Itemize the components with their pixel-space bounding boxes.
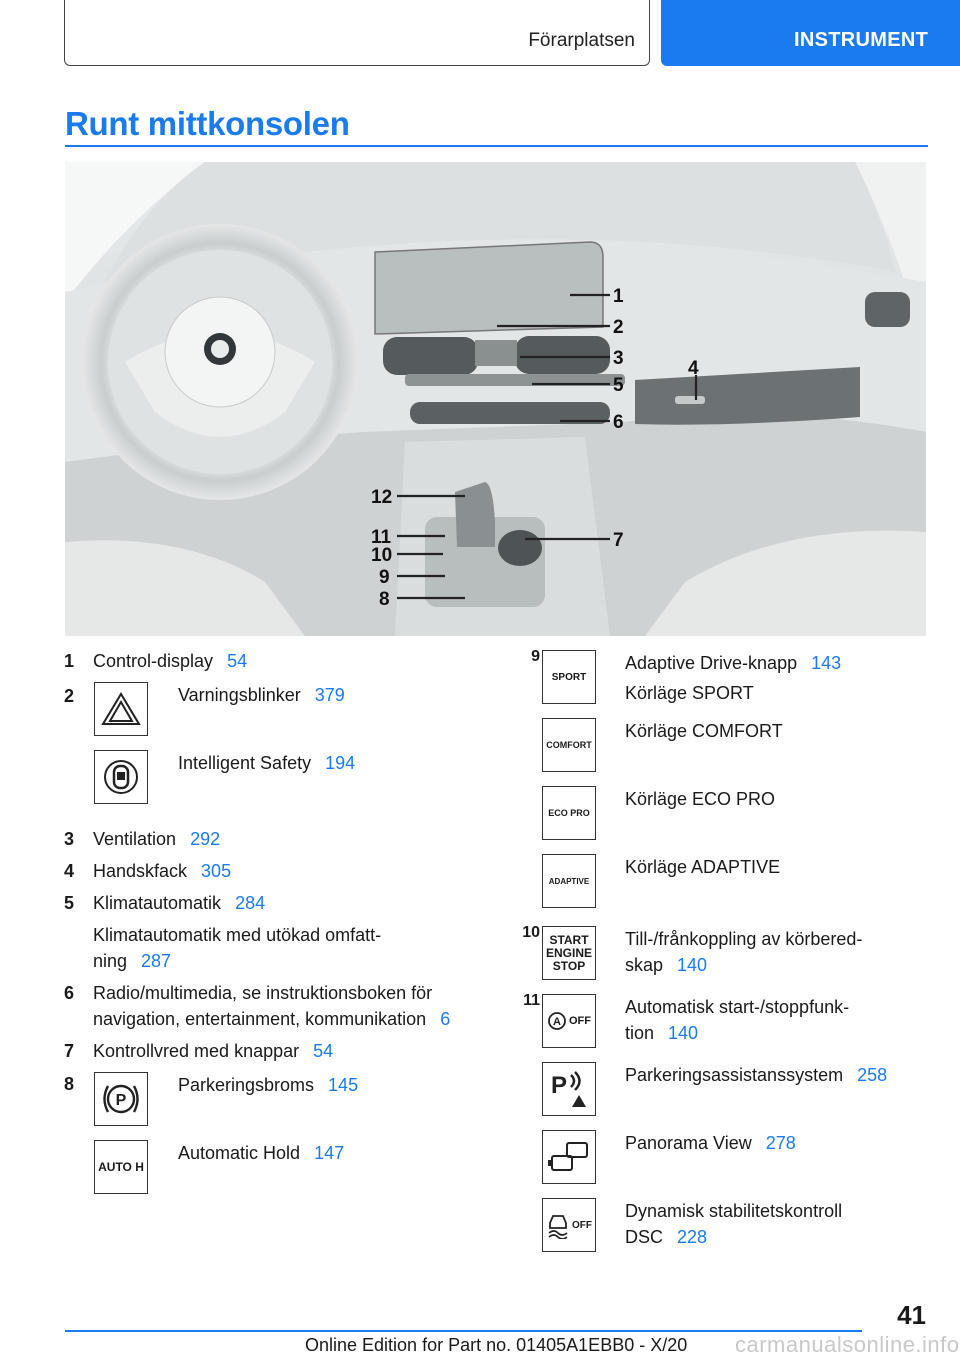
panorama-view-icon bbox=[542, 1130, 596, 1184]
legend-item-6 bbox=[64, 980, 474, 1032]
item-text: Panorama View bbox=[625, 1133, 752, 1153]
item-text: Handskfack bbox=[93, 861, 188, 881]
item-text: Körläge COMFORT bbox=[625, 721, 783, 741]
legend-item-2b bbox=[64, 748, 474, 806]
item-text: Parkeringsbroms bbox=[178, 1075, 315, 1095]
legend-item-10 bbox=[508, 924, 928, 982]
chapter-tab[interactable] bbox=[661, 0, 960, 66]
intelligent-safety-icon bbox=[94, 750, 148, 804]
page-ref-link[interactable]: 143 bbox=[811, 653, 842, 673]
page-ref-link[interactable]: 54 bbox=[313, 1041, 334, 1061]
dashboard-photo bbox=[65, 162, 926, 636]
page-ref-link[interactable]: 145 bbox=[328, 1075, 359, 1095]
stop-icon-label: STOP bbox=[552, 958, 586, 973]
callout-2: 2 bbox=[613, 317, 624, 338]
eco-pro-icon-label: ECO PRO bbox=[548, 808, 590, 818]
page-number: 41 bbox=[897, 1300, 926, 1330]
item-text: Automatisk start-/stoppfunk- bbox=[625, 997, 850, 1017]
item-number: 11 bbox=[523, 992, 540, 1009]
svg-text:P: P bbox=[115, 1092, 127, 1109]
item-text: skap bbox=[625, 955, 664, 975]
item-number: 6 bbox=[64, 983, 75, 1003]
page-ref-link[interactable]: 54 bbox=[227, 651, 248, 671]
item-number: 9 bbox=[531, 648, 540, 665]
callout-9: 9 bbox=[379, 567, 390, 588]
item-number: 3 bbox=[64, 829, 75, 849]
item-subtext: Körläge SPORT bbox=[625, 683, 754, 703]
item-text: Körläge ECO PRO bbox=[625, 789, 776, 809]
auto-hold-icon bbox=[94, 1140, 148, 1194]
item-number: 7 bbox=[64, 1041, 75, 1061]
legend-item-8b bbox=[64, 1138, 474, 1196]
page-ref-link[interactable]: 278 bbox=[765, 1133, 796, 1153]
park-assist-icon bbox=[542, 1062, 596, 1116]
sport-icon-label: SPORT bbox=[551, 671, 587, 683]
legend-item-11c bbox=[508, 1128, 928, 1186]
item-text: Adaptive Drive-knapp bbox=[625, 653, 798, 673]
item-text: Körläge ADAPTIVE bbox=[625, 857, 781, 877]
legend-item-9a bbox=[508, 648, 928, 706]
legend-item-9d bbox=[508, 852, 928, 910]
item-text: Dynamisk stabilitetskontroll bbox=[625, 1201, 843, 1221]
adaptive-mode-icon bbox=[542, 854, 596, 908]
legend-item-11d bbox=[508, 1196, 928, 1254]
callout-6: 6 bbox=[613, 412, 624, 433]
dashboard-illustration bbox=[65, 162, 926, 636]
chapter-label: INSTRUMENT bbox=[794, 29, 929, 51]
legend-item-4 bbox=[64, 858, 474, 884]
legend-item-1 bbox=[64, 648, 474, 674]
page-ref-link[interactable]: 305 bbox=[201, 861, 232, 881]
callout-11: 11 bbox=[371, 527, 392, 548]
auto-off-icon-label: OFF bbox=[569, 1015, 591, 1027]
page-title: Runt mittkonsolen bbox=[65, 105, 350, 142]
item-number: 8 bbox=[64, 1074, 75, 1094]
start-stop-button-icon bbox=[542, 926, 596, 980]
legend-right-column bbox=[508, 648, 928, 1264]
comfort-icon-label: COMFORT bbox=[546, 740, 592, 750]
legend-item-3 bbox=[64, 826, 474, 852]
page-ref-link[interactable]: 140 bbox=[668, 1023, 699, 1043]
item-number: 2 bbox=[64, 686, 75, 706]
hazard-warning-icon bbox=[94, 682, 148, 736]
item-text: Varningsblinker bbox=[178, 685, 301, 705]
item-text: Kontrollvred med knappar bbox=[93, 1041, 300, 1061]
item-number: 5 bbox=[64, 893, 75, 913]
item-number: 10 bbox=[522, 924, 540, 941]
legend-item-11a bbox=[508, 992, 928, 1050]
item-text: Parkeringsassistanssystem bbox=[625, 1065, 844, 1085]
callout-8: 8 bbox=[379, 589, 390, 610]
callout-12: 12 bbox=[371, 487, 393, 508]
item-text: Klimatautomatik bbox=[93, 893, 222, 913]
legend-item-2a bbox=[64, 680, 474, 738]
page-ref-link[interactable]: 258 bbox=[857, 1065, 888, 1085]
item-number: 4 bbox=[64, 861, 75, 881]
dsc-off-icon-label: OFF bbox=[572, 1219, 592, 1231]
item-text: Till-/frånkoppling av körbered- bbox=[625, 929, 863, 949]
item-text: tion bbox=[625, 1023, 655, 1043]
engine-icon-label: ENGINE bbox=[545, 945, 592, 960]
legend-item-9b bbox=[508, 716, 928, 774]
page-ref-link[interactable]: 194 bbox=[325, 753, 356, 773]
callout-5: 5 bbox=[613, 375, 624, 396]
item-subtext: ning bbox=[93, 951, 128, 971]
adaptive-icon-label: ADAPTIVE bbox=[548, 876, 590, 886]
legend-item-8a bbox=[64, 1070, 474, 1128]
item-text: Control-display bbox=[93, 651, 214, 671]
page-ref-link[interactable]: 6 bbox=[440, 1009, 451, 1029]
page-ref-link[interactable]: 292 bbox=[190, 829, 221, 849]
callout-4: 4 bbox=[688, 358, 699, 379]
eco-pro-mode-icon bbox=[542, 786, 596, 840]
legend-item-5 bbox=[64, 890, 474, 974]
callout-1: 1 bbox=[613, 286, 624, 307]
item-text: navigation, entertainment, kommunikation bbox=[93, 1009, 427, 1029]
legend-item-7 bbox=[64, 1038, 474, 1064]
page-ref-link[interactable]: 147 bbox=[314, 1143, 345, 1163]
legend-left-column bbox=[64, 648, 474, 1206]
item-text: Intelligent Safety bbox=[178, 753, 312, 773]
callout-7: 7 bbox=[613, 530, 624, 551]
footer-edition: Online Edition for Part no. 01405A1EBB0 - X/20 bbox=[305, 1335, 688, 1355]
page-ref-link[interactable]: 287 bbox=[141, 951, 172, 971]
dsc-off-icon bbox=[542, 1198, 596, 1252]
section-tab bbox=[64, 0, 650, 66]
callout-10: 10 bbox=[371, 545, 393, 566]
auto-start-stop-off-icon bbox=[542, 994, 596, 1048]
page-ref-link[interactable]: 284 bbox=[235, 893, 266, 913]
page-ref-link[interactable]: 228 bbox=[677, 1227, 708, 1247]
item-text: Radio/multimedia, se instruktionsboken för bbox=[93, 983, 433, 1003]
sport-mode-icon bbox=[542, 650, 596, 704]
auto-hold-icon-label: AUTO H bbox=[98, 1160, 144, 1174]
page-ref-link[interactable]: 379 bbox=[314, 685, 345, 705]
title-divider bbox=[65, 145, 928, 147]
item-text: DSC bbox=[625, 1227, 664, 1247]
comfort-mode-icon bbox=[542, 718, 596, 772]
page-ref-link[interactable]: 140 bbox=[677, 955, 708, 975]
item-text: Ventilation bbox=[93, 829, 177, 849]
svg-text:P: P bbox=[551, 1072, 568, 1099]
watermark: carmanualsonline.info bbox=[735, 1332, 960, 1357]
parking-brake-icon bbox=[94, 1072, 148, 1126]
callout-3: 3 bbox=[613, 348, 624, 369]
item-subtext: Klimatautomatik med utökad omfatt- bbox=[93, 925, 382, 945]
legend-item-9c bbox=[508, 784, 928, 842]
item-text: Automatic Hold bbox=[178, 1143, 301, 1163]
item-number: 1 bbox=[64, 651, 75, 671]
legend-item-11b bbox=[508, 1060, 928, 1118]
section-label: Förarplatsen bbox=[528, 30, 635, 51]
svg-text:A: A bbox=[553, 1016, 561, 1028]
start-icon-label: START bbox=[549, 932, 589, 947]
